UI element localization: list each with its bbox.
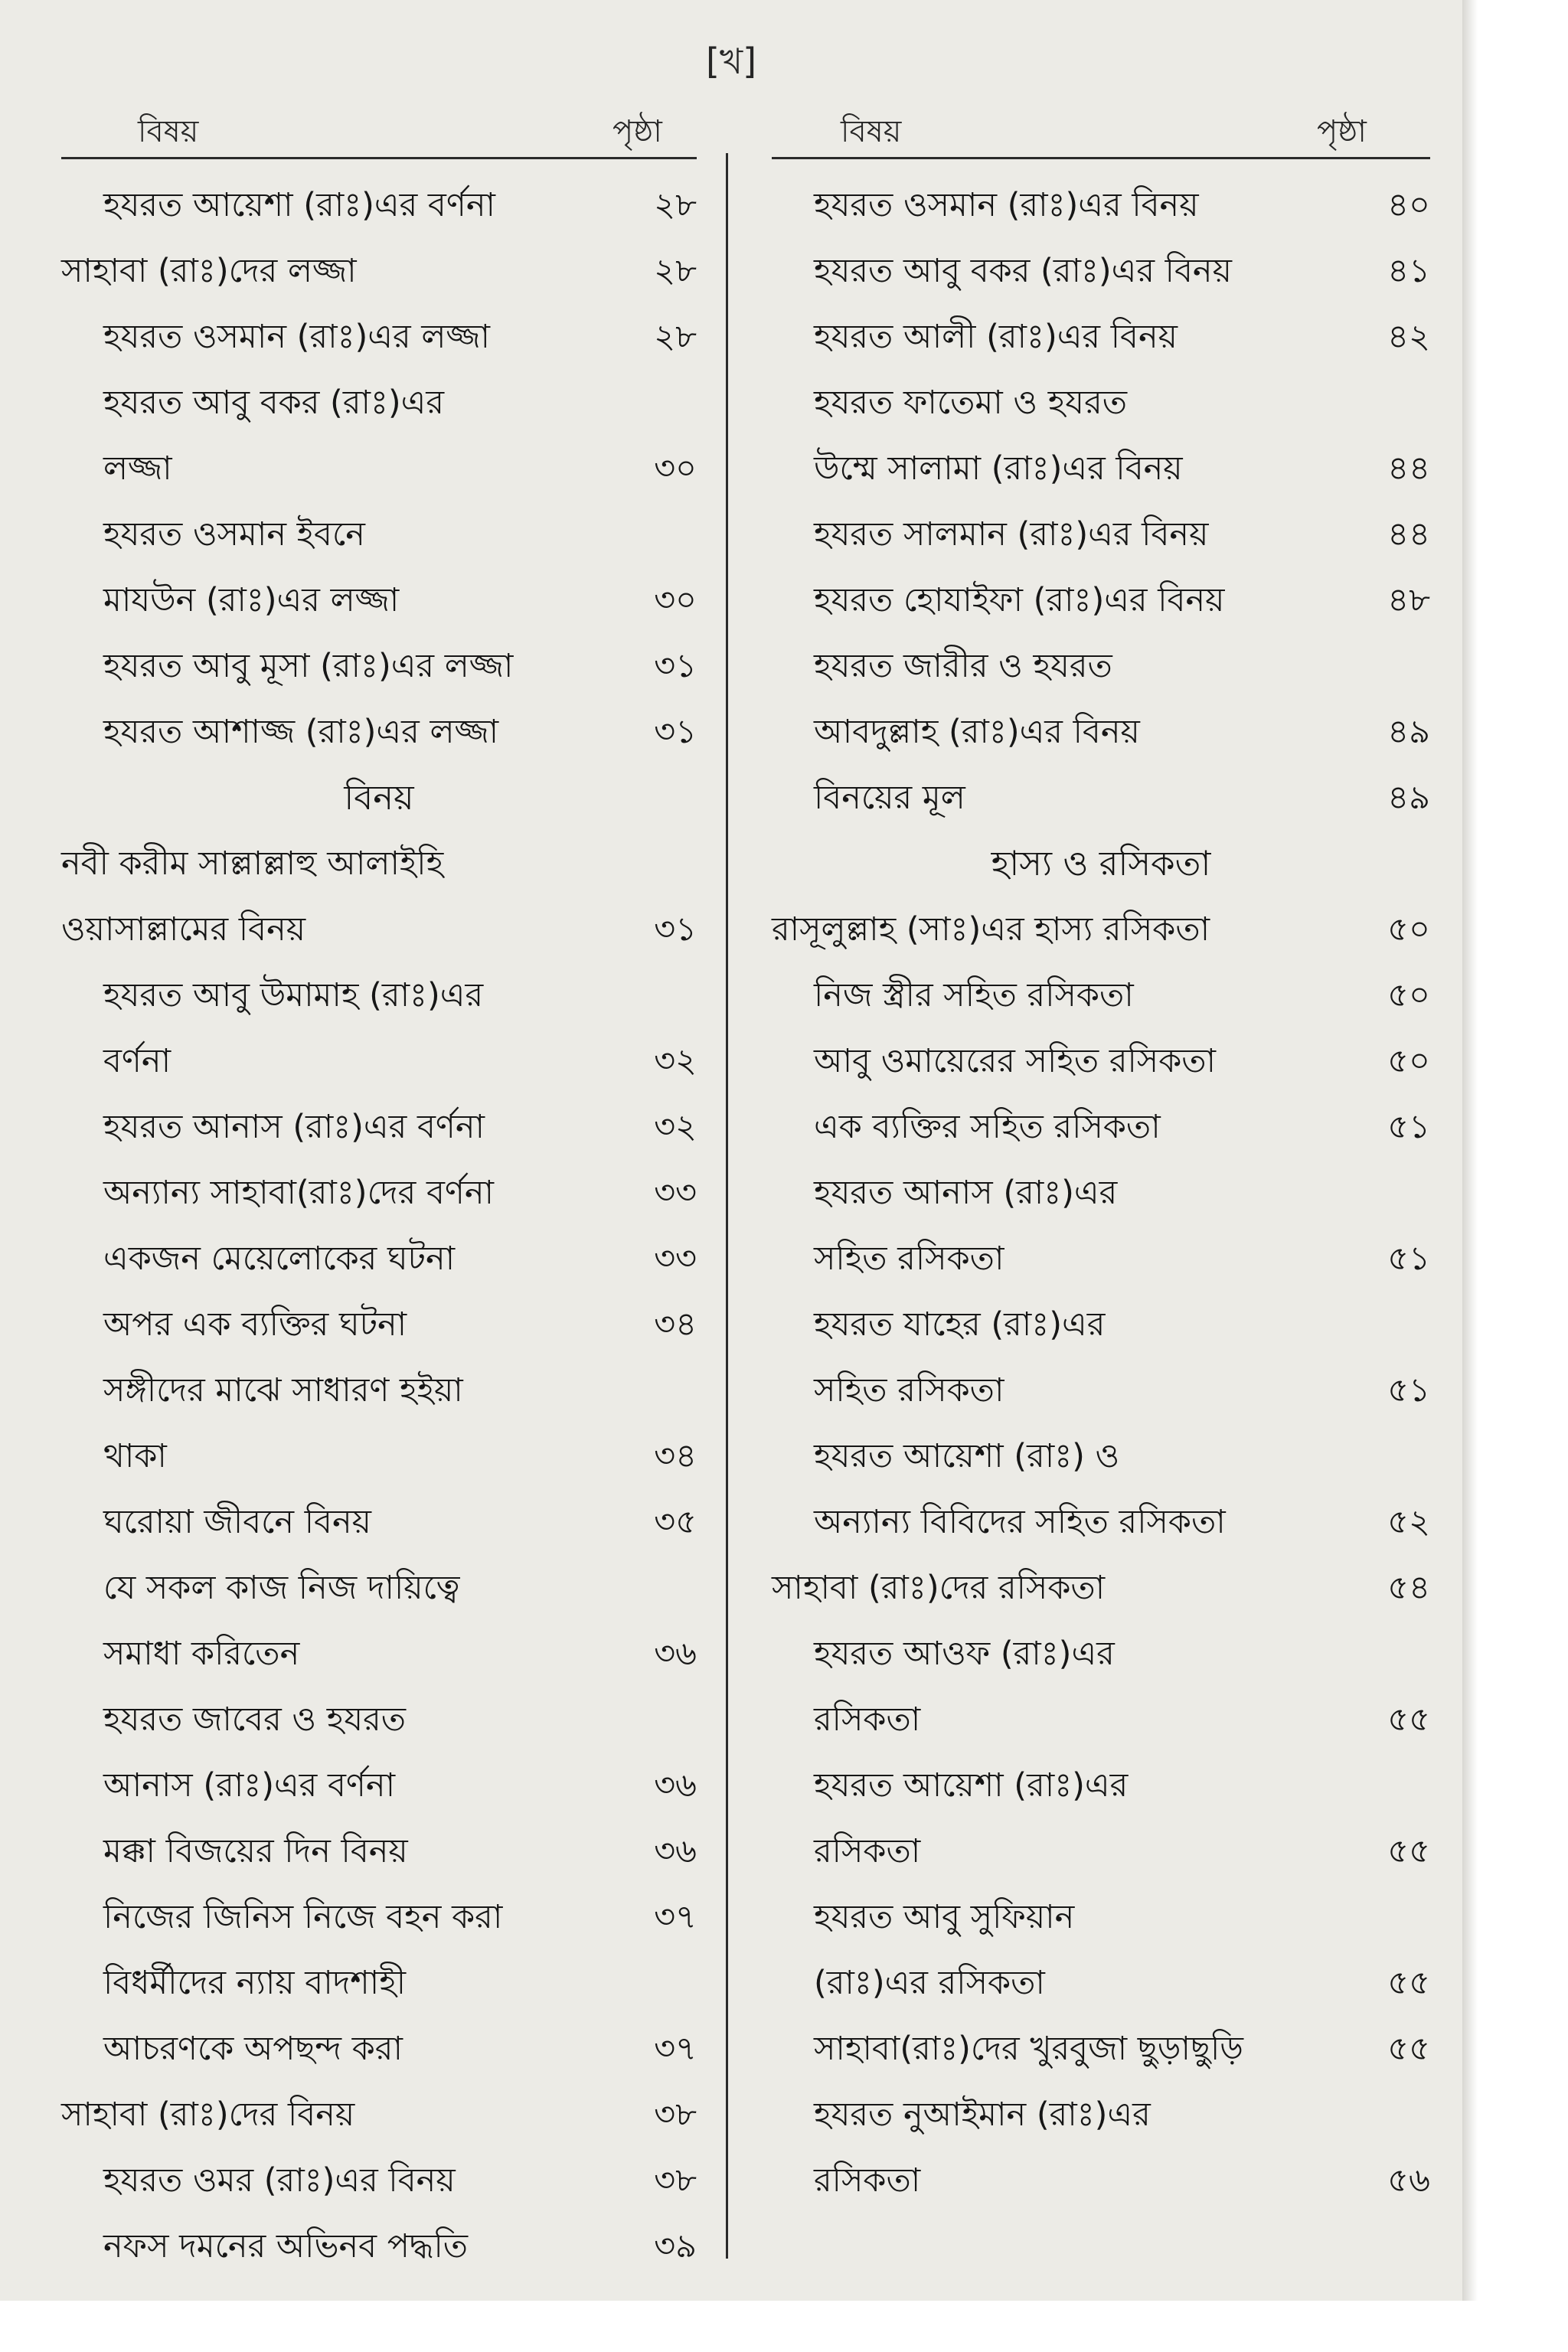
- toc-entry-title: হযরত আনাস (রাঃ)এর: [814, 1174, 1118, 1212]
- toc-entry: [772, 699, 1430, 765]
- toc-entry-title: রসিকতা: [814, 2161, 921, 2200]
- toc-entry: [772, 1950, 1430, 2016]
- toc-entry-title: মক্কা বিজয়ের দিন বিনয়: [103, 1832, 408, 1870]
- toc-entry: [772, 962, 1430, 1028]
- toc-entry-page: ২৮: [654, 318, 697, 356]
- toc-entry-title: হযরত ফাতেমা ও হযরত: [814, 384, 1127, 422]
- toc-entry-title: নিজের জিনিস নিজে বহন করা: [103, 1898, 503, 1936]
- toc-entry-title: রাসূলুল্লাহ (সাঃ)এর হাস্য রসিকতা: [772, 910, 1210, 949]
- toc-entry-page: ৫৫: [1387, 1832, 1430, 1870]
- toc-entry-page: ২৮: [654, 186, 697, 224]
- toc-entry-title: লজ্জা: [103, 449, 172, 488]
- toc-entry-title: যে সকল কাজ নিজ দায়িত্বে: [103, 1569, 460, 1607]
- toc-entry: [61, 1884, 697, 1950]
- toc-entry: [772, 2082, 1430, 2148]
- page-edge-shadow: [1462, 0, 1478, 2301]
- toc-entry: [61, 304, 697, 370]
- toc-entry: [61, 1292, 697, 1357]
- page-marker: [খ]: [705, 41, 757, 82]
- toc-entry-title: হযরত আয়েশা (রাঃ) ও: [814, 1437, 1120, 1475]
- toc-entry-title: হযরত আশাজ্জ (রাঃ)এর লজ্জা: [103, 713, 499, 751]
- toc-entry-title: হযরত ওমর (রাঃ)এর বিনয়: [103, 2161, 456, 2200]
- right-toc-column: [772, 172, 1430, 2213]
- toc-entry-page: ৩৬: [654, 1766, 697, 1805]
- toc-entry-title: হযরত জারীর ও হযরত: [814, 647, 1112, 685]
- toc-entry-page: ৫২: [1387, 1503, 1430, 1541]
- toc-entry-page: ৩৪: [654, 1305, 697, 1344]
- toc-entry-title: হযরত আনাস (রাঃ)এর বর্ণনা: [103, 1108, 485, 1146]
- toc-entry-page: ৩৬: [654, 1635, 697, 1673]
- toc-entry-page: ৫৫: [1387, 1964, 1430, 2002]
- toc-entry: [61, 831, 697, 897]
- toc-entry-title: হযরত আবু উমামাহ (রাঃ)এর: [103, 976, 484, 1014]
- toc-entry: [772, 1753, 1430, 1818]
- toc-entry-page: ৪২: [1387, 318, 1430, 356]
- toc-entry: [61, 2148, 697, 2213]
- toc-entry-page: ৫০: [1387, 976, 1430, 1014]
- right-page-header: পৃষ্ঠা: [1317, 114, 1367, 149]
- toc-entry-title: আবু ওমায়েরের সহিত রসিকতা: [814, 1042, 1217, 1080]
- toc-entry: [61, 1094, 697, 1160]
- toc-entry-title: সাহাবা(রাঃ)দের খুরবুজা ছুড়াছুড়ি: [814, 2030, 1244, 2068]
- toc-entry: [61, 2082, 697, 2148]
- toc-entry-title: হযরত আবু বকর (রাঃ)এর: [103, 384, 445, 422]
- left-toc-column: [61, 172, 697, 2279]
- section-heading: বিনয়: [344, 777, 414, 818]
- toc-entry: [61, 238, 697, 304]
- toc-entry: [772, 2148, 1430, 2213]
- toc-entry-page: ৩৫: [654, 1503, 697, 1541]
- toc-entry-title: হযরত হোযাইফা (রাঃ)এর বিনয়: [814, 581, 1225, 619]
- toc-entry: [61, 1555, 697, 1621]
- toc-entry-page: ৩০: [654, 581, 697, 619]
- toc-entry-page: ৫০: [1387, 1042, 1430, 1080]
- toc-entry-title: অন্যান্য বিবিদের সহিত রসিকতা: [814, 1503, 1226, 1541]
- toc-entry-title: হযরত আওফ (রাঃ)এর: [814, 1635, 1115, 1673]
- toc-entry: [772, 501, 1430, 567]
- toc-entry-page: ৪১: [1387, 252, 1430, 290]
- toc-entry-title: হযরত আবু মূসা (রাঃ)এর লজ্জা: [103, 647, 514, 685]
- toc-entry: [772, 897, 1430, 962]
- toc-entry-title: বর্ণনা: [103, 1042, 172, 1080]
- toc-entry-title: সমাধা করিতেন: [103, 1635, 300, 1673]
- toc-entry-title: অন্যান্য সাহাবা(রাঃ)দের বর্ণনা: [103, 1174, 495, 1212]
- toc-entry-page: ৩২: [654, 1042, 697, 1080]
- right-topic-header: বিষয়: [841, 114, 902, 149]
- toc-entry: [61, 633, 697, 699]
- toc-entry-title: একজন মেয়েলোকের ঘটনা: [103, 1240, 456, 1278]
- toc-entry: [61, 1489, 697, 1555]
- toc-entry-title: আবদুল্লাহ (রাঃ)এর বিনয়: [814, 713, 1140, 751]
- toc-entry-page: ৫৪: [1387, 1569, 1430, 1607]
- toc-entry-page: ২৮: [654, 252, 697, 290]
- toc-entry-page: ৫৫: [1387, 1700, 1430, 1739]
- toc-entry: [61, 2213, 697, 2279]
- toc-entry-page: ৩১: [654, 713, 697, 751]
- toc-entry-title: হযরত আলী (রাঃ)এর বিনয়: [814, 318, 1178, 356]
- toc-entry: [772, 2016, 1430, 2082]
- toc-entry-page: ৪৮: [1387, 581, 1430, 619]
- toc-entry-title: মাযউন (রাঃ)এর লজ্জা: [103, 581, 400, 619]
- toc-entry-title: নবী করীম সাল্লাল্লাহু আলাইহি: [61, 844, 444, 883]
- toc-entry-page: ৪৪: [1387, 449, 1430, 488]
- toc-entry-page: ৩৭: [654, 2030, 697, 2068]
- toc-entry-title: নিজ স্ত্রীর সহিত রসিকতা: [814, 976, 1134, 1014]
- left-topic-header: বিষয়: [138, 114, 199, 149]
- toc-entry-title: হযরত ওসমান (রাঃ)এর বিনয়: [814, 186, 1199, 224]
- toc-entry: [772, 304, 1430, 370]
- toc-entry-page: ৩১: [654, 647, 697, 685]
- toc-entry: [772, 238, 1430, 304]
- toc-entry-page: ৫৬: [1387, 2161, 1430, 2200]
- toc-entry-title: বিধর্মীদের ন্যায় বাদশাহী: [103, 1964, 407, 2002]
- right-header-rule: [772, 157, 1430, 159]
- toc-entry: [61, 567, 697, 633]
- toc-entry-page: ৫১: [1387, 1240, 1430, 1278]
- toc-entry: [772, 1094, 1430, 1160]
- toc-entry: [61, 1226, 697, 1292]
- toc-entry-page: ৩২: [654, 1108, 697, 1146]
- toc-entry: [772, 1687, 1430, 1753]
- toc-entry-page: ৩১: [654, 910, 697, 949]
- toc-entry-title: রসিকতা: [814, 1700, 921, 1739]
- toc-entry-title: এক ব্যক্তির সহিত রসিকতা: [814, 1108, 1161, 1146]
- toc-entry-title: হযরত ওসমান (রাঃ)এর লজ্জা: [103, 318, 490, 356]
- toc-entry-page: ৩৮: [654, 2161, 697, 2200]
- toc-entry-page: ৩৬: [654, 1832, 697, 1870]
- column-divider: [726, 153, 728, 2259]
- toc-entry-title: বিনয়ের মূল: [814, 779, 965, 817]
- toc-entry-page: ৪৪: [1387, 515, 1430, 554]
- toc-entry-page: ৪০: [1387, 186, 1430, 224]
- toc-entry-title: আচরণকে অপছন্দ করা: [103, 2030, 403, 2068]
- toc-entry-title: (রাঃ)এর রসিকতা: [814, 1964, 1045, 2002]
- toc-entry: [61, 897, 697, 962]
- toc-entry: [772, 1292, 1430, 1357]
- toc-entry-title: হযরত আবু সুফিয়ান: [814, 1898, 1075, 1936]
- toc-entry: [772, 765, 1430, 831]
- toc-entry: [61, 1028, 697, 1094]
- toc-entry: [772, 1555, 1430, 1621]
- toc-entry-title: হযরত আয়েশা (রাঃ)এর বর্ণনা: [103, 186, 495, 224]
- toc-entry-page: ৩৭: [654, 1898, 697, 1936]
- toc-entry: [772, 1818, 1430, 1884]
- toc-entry: [61, 1753, 697, 1818]
- toc-entry-title: সাহাবা (রাঃ)দের লজ্জা: [61, 252, 357, 290]
- toc-entry: [61, 1950, 697, 2016]
- toc-entry: [772, 1226, 1430, 1292]
- toc-entry-page: ৫০: [1387, 910, 1430, 949]
- toc-entry-page: ৫৫: [1387, 2030, 1430, 2068]
- toc-entry-title: সঙ্গীদের মাঝে সাধারণ হইয়া: [103, 1371, 463, 1410]
- toc-entry-title: অপর এক ব্যক্তির ঘটনা: [103, 1305, 407, 1344]
- toc-entry: [61, 2016, 697, 2082]
- toc-entry: [772, 172, 1430, 238]
- toc-entry-page: ৩৩: [654, 1174, 697, 1212]
- toc-entry-title: আনাস (রাঃ)এর বর্ণনা: [103, 1766, 396, 1805]
- toc-entry: [61, 1160, 697, 1226]
- toc-entry: [61, 370, 697, 436]
- toc-entry: [772, 370, 1430, 436]
- toc-entry-page: ৫১: [1387, 1108, 1430, 1146]
- toc-entry-page: ৪৯: [1387, 713, 1430, 751]
- toc-entry-title: হযরত যাহের (রাঃ)এর: [814, 1305, 1106, 1344]
- toc-entry-title: সহিত রসিকতা: [814, 1371, 1004, 1410]
- toc-entry-page: ৩৯: [654, 2227, 697, 2265]
- left-header-rule: [61, 157, 697, 159]
- toc-entry: [772, 1160, 1430, 1226]
- toc-entry: [61, 962, 697, 1028]
- toc-entry-title: ঘরোয়া জীবনে বিনয়: [103, 1503, 371, 1541]
- toc-entry-title: হযরত ওসমান ইবনে: [103, 515, 365, 554]
- toc-entry-title: নফস দমনের অভিনব পদ্ধতি: [103, 2227, 469, 2265]
- toc-entry-page: ৩০: [654, 449, 697, 488]
- toc-entry-title: উম্মে সালামা (রাঃ)এর বিনয়: [814, 449, 1183, 488]
- toc-entry: [772, 1489, 1430, 1555]
- toc-entry-title: সহিত রসিকতা: [814, 1240, 1004, 1278]
- toc-entry-title: হযরত আবু বকর (রাঃ)এর বিনয়: [814, 252, 1232, 290]
- toc-entry-title: হযরত আয়েশা (রাঃ)এর: [814, 1766, 1129, 1805]
- toc-entry-title: সাহাবা (রাঃ)দের বিনয়: [61, 2096, 355, 2134]
- toc-entry: [61, 1621, 697, 1687]
- toc-entry-page: ৩৪: [654, 1437, 697, 1475]
- toc-entry: [772, 633, 1430, 699]
- toc-entry-title: হযরত সালমান (রাঃ)এর বিনয়: [814, 515, 1209, 554]
- toc-entry: [61, 501, 697, 567]
- toc-entry: [772, 436, 1430, 501]
- toc-entry: [772, 1884, 1430, 1950]
- toc-entry-page: ৩৩: [654, 1240, 697, 1278]
- toc-entry-title: সাহাবা (রাঃ)দের রসিকতা: [772, 1569, 1106, 1607]
- section-heading: হাস্য ও রসিকতা: [991, 843, 1211, 884]
- toc-entry: [61, 1687, 697, 1753]
- toc-entry-page: ৩৮: [654, 2096, 697, 2134]
- toc-entry: [61, 172, 697, 238]
- toc-entry-page: ৫১: [1387, 1371, 1430, 1410]
- toc-entry: [61, 1818, 697, 1884]
- toc-entry: [772, 1423, 1430, 1489]
- toc-entry: [61, 1423, 697, 1489]
- toc-entry: [61, 699, 697, 765]
- toc-entry: [772, 567, 1430, 633]
- toc-entry-title: হযরত জাবের ও হযরত: [103, 1700, 407, 1739]
- toc-entry: [772, 1357, 1430, 1423]
- toc-entry-page: ৪৯: [1387, 779, 1430, 817]
- toc-entry: [772, 1621, 1430, 1687]
- toc-entry: [772, 1028, 1430, 1094]
- toc-entry-title: হযরত নুআইমান (রাঃ)এর: [814, 2096, 1151, 2134]
- left-page-header: পৃষ্ঠা: [612, 114, 662, 149]
- toc-entry: [61, 1357, 697, 1423]
- toc-entry-title: রসিকতা: [814, 1832, 921, 1870]
- toc-entry-title: ওয়াসাল্লামের বিনয়: [61, 910, 306, 949]
- toc-entry: [61, 436, 697, 501]
- toc-entry-title: থাকা: [103, 1437, 167, 1475]
